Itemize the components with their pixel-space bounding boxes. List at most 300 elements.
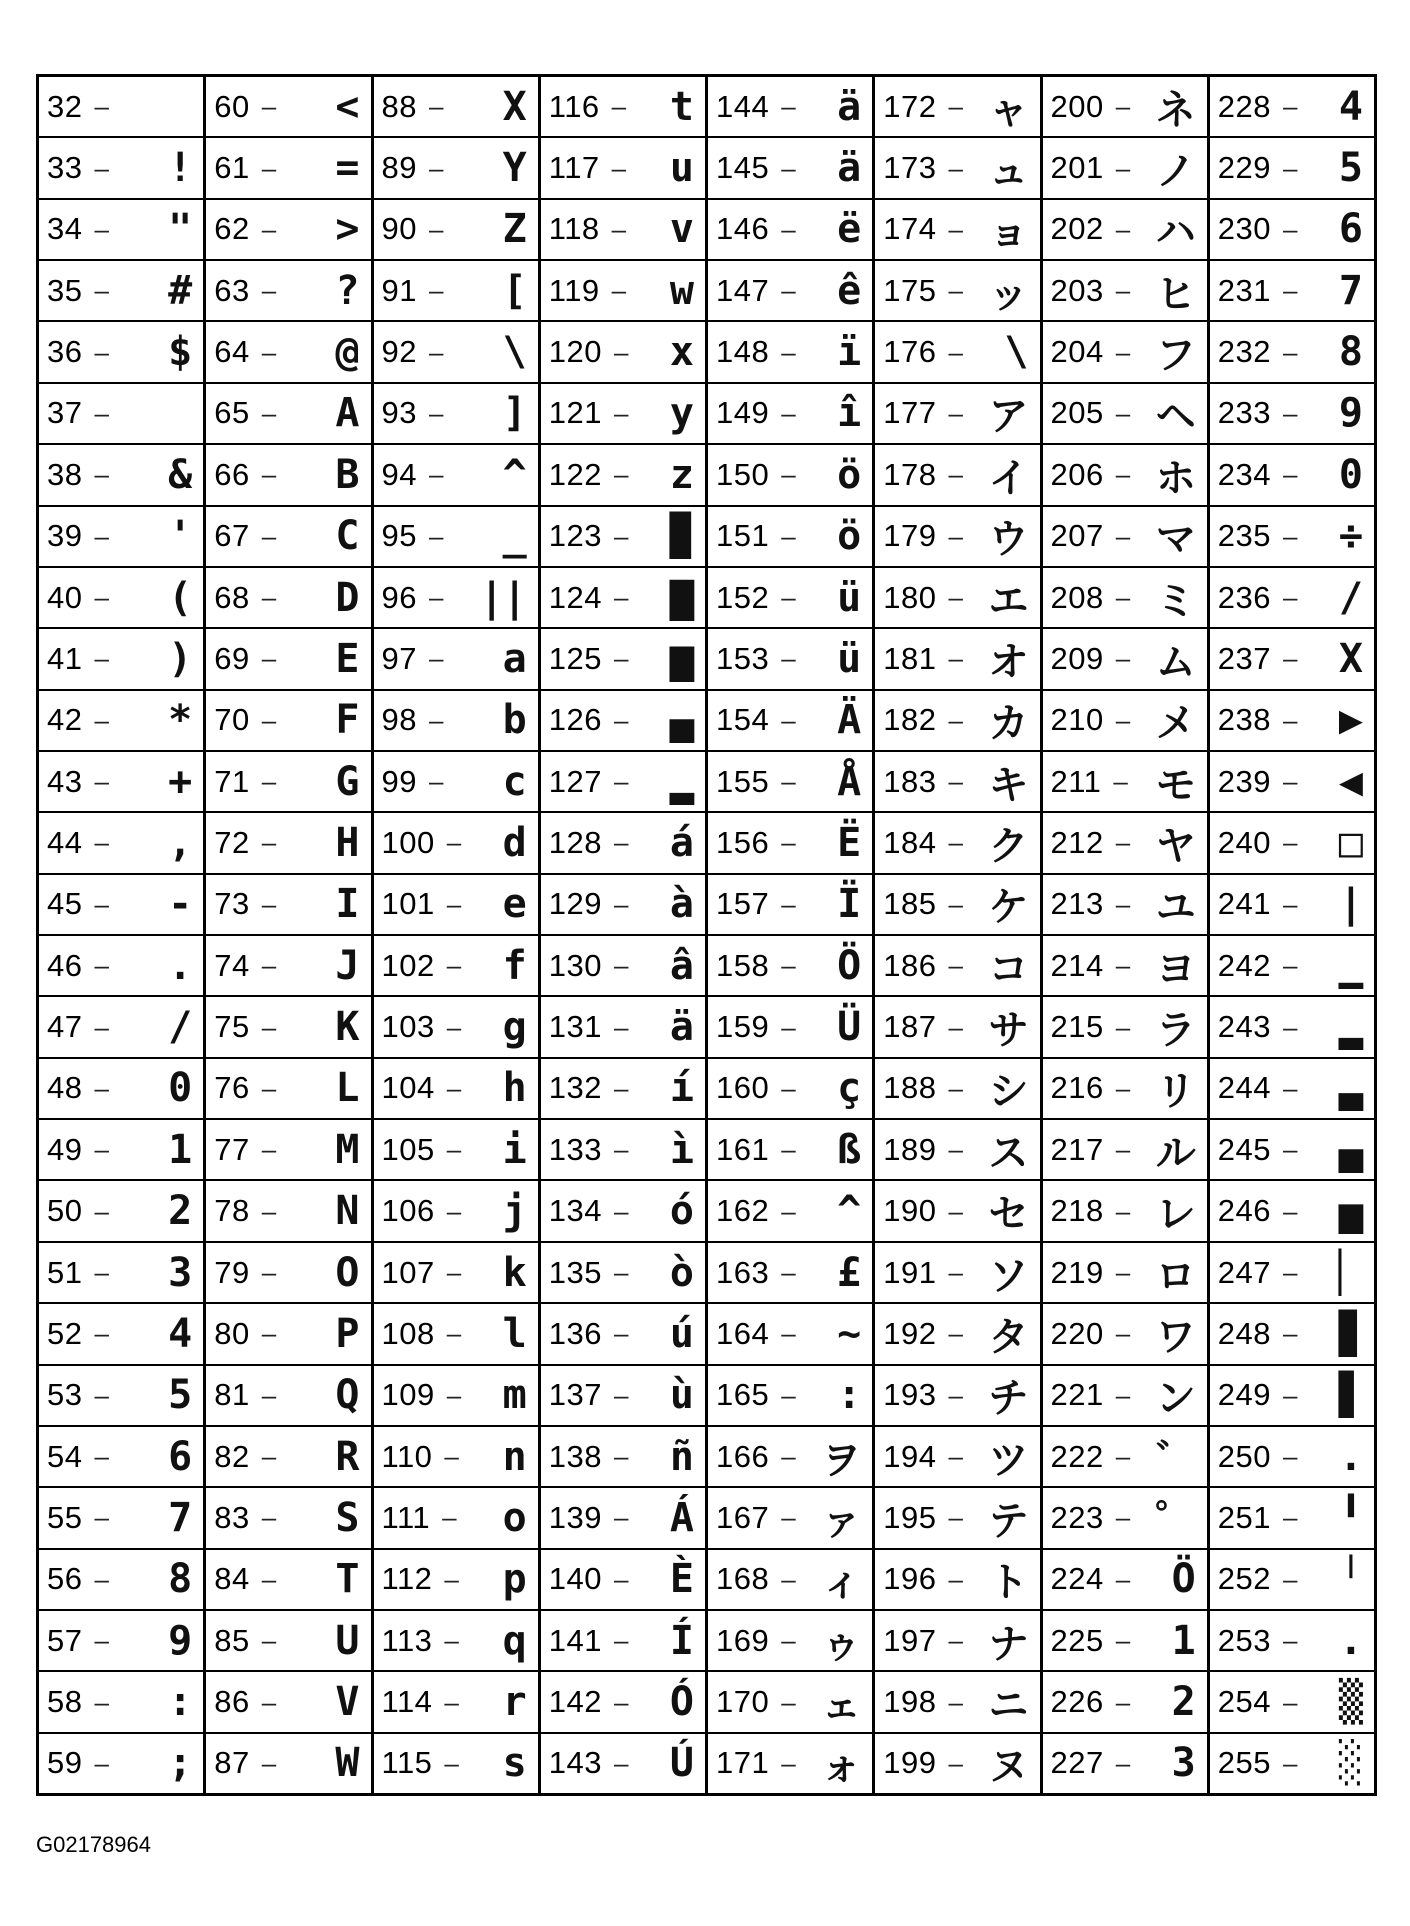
separator-dash: – <box>1115 1011 1131 1042</box>
separator-dash: – <box>1115 1625 1131 1656</box>
code-cell <box>1210 384 1374 445</box>
separator-dash: – <box>948 704 963 735</box>
code-cell <box>541 445 705 506</box>
code-cell <box>708 813 872 874</box>
separator-dash: – <box>428 91 444 122</box>
separator-dash: – <box>613 1072 629 1103</box>
character-glyph: : <box>837 1372 861 1419</box>
character-glyph: 8 <box>168 1556 192 1603</box>
code-cell <box>374 1611 538 1672</box>
separator-dash: – <box>948 643 963 674</box>
code-number: 237 <box>1217 640 1271 676</box>
code-cell <box>1210 1366 1374 1427</box>
code-number: 102 <box>381 947 435 983</box>
code-number: 67 <box>214 518 250 554</box>
code-cell <box>541 752 705 813</box>
code-cell <box>708 1243 872 1304</box>
character-glyph: X <box>502 83 526 130</box>
code-number: 81 <box>214 1377 250 1413</box>
character-glyph: Q <box>335 1372 359 1419</box>
separator-dash: – <box>948 1379 963 1410</box>
code-cell <box>875 936 1039 997</box>
code-number: 235 <box>1217 518 1271 554</box>
separator-dash: – <box>948 827 963 858</box>
character-glyph: _ <box>502 513 526 560</box>
character-glyph: エ <box>988 578 1028 625</box>
code-cell <box>206 813 370 874</box>
separator-dash: – <box>1282 1134 1298 1165</box>
separator-dash: – <box>781 1072 796 1103</box>
separator-dash: – <box>948 1563 963 1594</box>
code-cell <box>39 1304 203 1365</box>
code-number: 250 <box>1217 1438 1271 1474</box>
character-glyph: ▂ <box>1338 1004 1362 1051</box>
code-number: 52 <box>47 1315 83 1351</box>
code-cell <box>1043 1059 1207 1120</box>
code-number: 108 <box>381 1315 435 1351</box>
separator-dash: – <box>948 213 963 244</box>
code-cell <box>541 629 705 690</box>
code-number: 114 <box>381 1684 433 1720</box>
separator-dash: – <box>94 1625 109 1656</box>
code-number: 208 <box>1050 579 1104 615</box>
code-cell <box>541 261 705 322</box>
code-number: 220 <box>1050 1315 1104 1351</box>
character-glyph: 0 <box>1338 451 1362 498</box>
character-glyph: + <box>168 758 192 805</box>
code-cell <box>374 1120 538 1181</box>
separator-dash: – <box>781 459 796 490</box>
code-cell <box>39 691 203 752</box>
code-number: 121 <box>548 395 602 431</box>
code-cell <box>206 507 370 568</box>
code-number: 74 <box>214 947 250 983</box>
character-glyph: ル <box>1155 1130 1195 1177</box>
code-number: 163 <box>716 1254 770 1290</box>
code-number: 79 <box>214 1254 250 1290</box>
code-cell <box>875 200 1039 261</box>
character-glyph: \ <box>1004 329 1028 376</box>
separator-dash: – <box>428 275 444 306</box>
code-number: 192 <box>883 1315 937 1351</box>
separator-dash: – <box>1115 91 1131 122</box>
code-cell <box>39 1611 203 1672</box>
character-glyph: M <box>335 1126 359 1173</box>
code-number: 181 <box>883 640 937 676</box>
character-glyph: y <box>669 390 693 437</box>
code-cell <box>875 691 1039 752</box>
code-number: 157 <box>716 886 770 922</box>
character-glyph: ß <box>837 1126 861 1173</box>
separator-dash: – <box>948 459 963 490</box>
code-number: 198 <box>883 1684 937 1720</box>
code-cell <box>206 1550 370 1611</box>
separator-dash: – <box>1282 1625 1298 1656</box>
character-glyph: / <box>1338 574 1362 621</box>
code-number: 185 <box>883 886 937 922</box>
separator-dash: – <box>613 1011 629 1042</box>
character-glyph: ░ <box>1338 1740 1362 1787</box>
code-cell <box>708 568 872 629</box>
code-number: 100 <box>381 824 435 860</box>
code-cell <box>374 752 538 813</box>
code-cell <box>374 875 538 936</box>
character-glyph: □ <box>1338 819 1362 866</box>
character-glyph: a <box>502 635 526 682</box>
code-cell <box>1043 568 1207 629</box>
separator-dash: – <box>611 91 627 122</box>
code-cell <box>875 1059 1039 1120</box>
code-number: 46 <box>47 947 83 983</box>
character-glyph: V <box>335 1679 359 1726</box>
character-glyph: 7 <box>168 1494 192 1541</box>
code-cell <box>708 1611 872 1672</box>
separator-dash: – <box>613 1318 629 1349</box>
code-number: 244 <box>1217 1070 1271 1106</box>
code-cell <box>541 813 705 874</box>
separator-dash: – <box>781 1134 796 1165</box>
separator-dash: – <box>94 1502 109 1533</box>
code-cell <box>708 200 872 261</box>
code-number: 215 <box>1050 1009 1104 1045</box>
code-number: 48 <box>47 1070 83 1106</box>
character-glyph: ▋ <box>1338 1372 1362 1419</box>
code-cell <box>39 1427 203 1488</box>
character-glyph: f <box>502 942 526 989</box>
separator-dash: – <box>1282 1379 1298 1410</box>
code-cell <box>374 1366 538 1427</box>
code-cell <box>39 1243 203 1304</box>
character-glyph: ィ <box>821 1559 861 1606</box>
table-column <box>39 77 206 1793</box>
character-glyph: h <box>502 1065 526 1112</box>
code-cell <box>39 936 203 997</box>
character-glyph: î <box>837 390 861 437</box>
separator-dash: – <box>428 766 444 797</box>
code-number: 174 <box>883 211 937 247</box>
code-number: 101 <box>381 886 435 922</box>
character-glyph: W <box>335 1740 359 1787</box>
separator-dash: – <box>94 459 109 490</box>
code-cell <box>708 936 872 997</box>
code-number: 117 <box>548 150 600 186</box>
code-cell <box>1043 1304 1207 1365</box>
separator-dash: – <box>1115 1379 1131 1410</box>
character-glyph: ^ <box>502 451 526 498</box>
character-glyph: フ <box>1155 332 1195 379</box>
code-number: 179 <box>883 518 937 554</box>
code-number: 228 <box>1217 88 1271 124</box>
character-glyph: ネ <box>1155 87 1195 134</box>
separator-dash: – <box>1282 397 1298 428</box>
code-number: 55 <box>47 1499 83 1535</box>
code-cell <box>39 138 203 199</box>
separator-dash: – <box>1115 1195 1131 1226</box>
character-glyph: 9 <box>1338 390 1362 437</box>
character-glyph: ì <box>669 1126 693 1173</box>
character-glyph: ▇ <box>669 574 693 621</box>
separator-dash: – <box>261 582 277 613</box>
character-glyph: n <box>502 1433 526 1480</box>
code-number: 66 <box>214 456 250 492</box>
character-glyph: 8 <box>1338 329 1362 376</box>
character-glyph: Ë <box>837 819 861 866</box>
code-number: 213 <box>1050 886 1104 922</box>
code-cell <box>1210 568 1374 629</box>
code-number: 59 <box>47 1745 83 1781</box>
character-glyph: R <box>335 1433 359 1480</box>
code-number: 90 <box>381 211 417 247</box>
code-number: 150 <box>716 456 770 492</box>
separator-dash: – <box>613 827 629 858</box>
code-number: 135 <box>548 1254 602 1290</box>
separator-dash: – <box>1115 582 1131 613</box>
separator-dash: – <box>94 704 109 735</box>
character-glyph: 7 <box>1338 267 1362 314</box>
code-number: 65 <box>214 395 250 431</box>
separator-dash: – <box>261 1195 277 1226</box>
character-glyph: ッ <box>988 271 1028 318</box>
character-glyph: B <box>335 451 359 498</box>
character-glyph: Í <box>669 1617 693 1664</box>
separator-dash: – <box>1115 336 1131 367</box>
code-cell <box>541 1488 705 1549</box>
code-cell <box>1210 138 1374 199</box>
separator-dash: – <box>261 1257 277 1287</box>
character-glyph: Ú <box>669 1740 693 1787</box>
code-cell <box>541 1120 705 1181</box>
code-number: 56 <box>47 1561 83 1597</box>
code-number: 58 <box>47 1684 83 1720</box>
code-number: 196 <box>883 1561 937 1597</box>
character-glyph: ト <box>988 1559 1028 1606</box>
separator-dash: – <box>1282 275 1298 306</box>
code-cell <box>1210 200 1374 261</box>
separator-dash: – <box>948 1011 963 1042</box>
code-cell <box>39 384 203 445</box>
code-number: 40 <box>47 579 83 615</box>
character-glyph: ▊ <box>1338 1310 1362 1357</box>
character-glyph: q <box>502 1617 526 1664</box>
code-number: 241 <box>1217 886 1271 922</box>
code-number: 69 <box>214 640 250 676</box>
code-cell <box>875 138 1039 199</box>
code-number: 245 <box>1217 1131 1271 1167</box>
character-glyph: ÷ <box>1338 513 1362 560</box>
code-number: 204 <box>1050 334 1104 370</box>
code-number: 160 <box>716 1070 770 1106</box>
separator-dash: – <box>94 520 109 551</box>
character-glyph: ù <box>669 1372 693 1419</box>
character-glyph: $ <box>168 329 192 376</box>
separator-dash: – <box>948 1747 963 1778</box>
code-cell <box>541 1059 705 1120</box>
code-cell <box>875 507 1039 568</box>
code-number: 158 <box>716 947 770 983</box>
character-glyph: ë <box>837 206 861 253</box>
code-number: 201 <box>1050 150 1104 186</box>
separator-dash: – <box>781 1747 796 1778</box>
character-glyph: 1 <box>168 1126 192 1173</box>
table-column <box>541 77 708 1793</box>
code-number: 36 <box>47 334 83 370</box>
separator-dash: – <box>948 152 963 183</box>
code-number: 132 <box>548 1070 602 1106</box>
separator-dash: – <box>444 1625 459 1656</box>
code-cell <box>708 691 872 752</box>
separator-dash: – <box>781 336 796 367</box>
separator-dash: – <box>94 1441 109 1472</box>
code-number: 95 <box>381 518 417 554</box>
character-glyph: < <box>335 83 359 130</box>
code-cell <box>39 875 203 936</box>
code-cell <box>541 875 705 936</box>
separator-dash: – <box>613 1686 629 1717</box>
character-glyph: x <box>669 329 693 376</box>
code-number: 45 <box>47 886 83 922</box>
character-glyph: O <box>335 1249 359 1296</box>
separator-dash: – <box>1282 152 1298 183</box>
code-number: 165 <box>716 1377 770 1413</box>
code-number: 76 <box>214 1070 250 1106</box>
code-cell <box>374 1304 538 1365</box>
code-cell <box>206 1611 370 1672</box>
character-glyph: J <box>335 942 359 989</box>
separator-dash: – <box>1115 152 1131 183</box>
code-number: 226 <box>1050 1684 1104 1720</box>
character-glyph: í <box>669 1065 693 1112</box>
code-number: 41 <box>47 640 83 676</box>
character-glyph: d <box>502 819 526 866</box>
separator-dash: – <box>1115 643 1131 674</box>
code-cell <box>1210 1243 1374 1304</box>
code-cell <box>875 752 1039 813</box>
character-glyph: ◀ <box>1338 758 1362 805</box>
code-number: 37 <box>47 395 83 431</box>
code-number: 227 <box>1050 1745 1104 1781</box>
code-number: 122 <box>548 456 602 492</box>
code-cell <box>1210 629 1374 690</box>
code-number: 153 <box>716 640 770 676</box>
character-glyph: 5 <box>1338 145 1362 192</box>
code-cell <box>39 77 203 138</box>
code-cell <box>1210 1488 1374 1549</box>
code-number: 184 <box>883 824 937 860</box>
separator-dash: – <box>94 1563 109 1594</box>
code-number: 86 <box>214 1684 250 1720</box>
separator-dash: – <box>1282 336 1298 367</box>
code-number: 144 <box>716 88 770 124</box>
code-number: 224 <box>1050 1561 1104 1597</box>
separator-dash: – <box>1282 459 1298 490</box>
code-number: 169 <box>716 1622 770 1658</box>
code-cell <box>1043 445 1207 506</box>
character-glyph: ニ <box>988 1682 1028 1729</box>
code-number: 145 <box>716 150 770 186</box>
code-number: 127 <box>548 763 602 799</box>
code-cell <box>1210 1120 1374 1181</box>
code-number: 131 <box>548 1009 602 1045</box>
character-glyph: ホ <box>1155 455 1195 502</box>
separator-dash: – <box>444 1563 459 1594</box>
character-glyph: ヘ <box>1155 393 1195 440</box>
separator-dash: – <box>781 827 796 858</box>
code-cell <box>39 813 203 874</box>
character-glyph: ワ <box>1155 1314 1195 1361</box>
table-column <box>374 77 541 1793</box>
code-number: 116 <box>548 88 600 124</box>
character-glyph: ç <box>837 1065 861 1112</box>
code-cell <box>1210 813 1374 874</box>
separator-dash: – <box>1282 888 1298 919</box>
code-number: 203 <box>1050 272 1104 308</box>
code-cell <box>541 1304 705 1365</box>
code-cell <box>374 1181 538 1242</box>
character-glyph: * <box>168 697 192 744</box>
code-number: 233 <box>1217 395 1271 431</box>
character-glyph: w <box>669 267 693 314</box>
code-cell <box>875 1304 1039 1365</box>
code-number: 136 <box>548 1315 602 1351</box>
code-number: 238 <box>1217 702 1271 738</box>
separator-dash: – <box>94 1134 109 1165</box>
code-cell <box>374 445 538 506</box>
code-cell <box>206 1488 370 1549</box>
code-cell <box>1043 1427 1207 1488</box>
code-cell <box>708 1427 872 1488</box>
character-glyph: タ <box>988 1314 1028 1361</box>
code-cell <box>374 1427 538 1488</box>
code-cell <box>374 813 538 874</box>
code-number: 173 <box>883 150 937 186</box>
code-cell <box>206 629 370 690</box>
character-glyph: | <box>1338 881 1362 928</box>
code-cell <box>374 568 538 629</box>
separator-dash: – <box>261 1318 277 1349</box>
character-glyph: ス <box>988 1130 1028 1177</box>
code-number: 205 <box>1050 395 1104 431</box>
code-number: 156 <box>716 824 770 860</box>
separator-dash: – <box>428 152 444 183</box>
character-glyph: ▁ <box>1338 942 1362 989</box>
code-cell <box>875 629 1039 690</box>
code-cell <box>374 322 538 383</box>
character-glyph: ▄ <box>669 697 693 744</box>
code-number: 60 <box>214 88 250 124</box>
separator-dash: – <box>781 704 796 735</box>
separator-dash: – <box>781 520 796 551</box>
code-cell <box>39 1550 203 1611</box>
character-glyph: i <box>502 1126 526 1173</box>
code-number: 35 <box>47 272 83 308</box>
code-number: 247 <box>1217 1254 1271 1290</box>
code-cell <box>708 875 872 936</box>
separator-dash: – <box>94 275 109 306</box>
code-number: 106 <box>381 1193 435 1229</box>
code-number: 167 <box>716 1499 770 1535</box>
code-cell <box>1043 875 1207 936</box>
character-glyph: c <box>502 758 526 805</box>
code-number: 63 <box>214 272 250 308</box>
character-glyph: ユ <box>1155 884 1195 931</box>
separator-dash: – <box>261 704 277 735</box>
character-glyph: F <box>335 697 359 744</box>
separator-dash: – <box>1115 888 1131 919</box>
character-glyph: 0 <box>168 1065 192 1112</box>
code-cell <box>206 875 370 936</box>
separator-dash: – <box>948 950 963 981</box>
code-number: 176 <box>883 334 937 370</box>
